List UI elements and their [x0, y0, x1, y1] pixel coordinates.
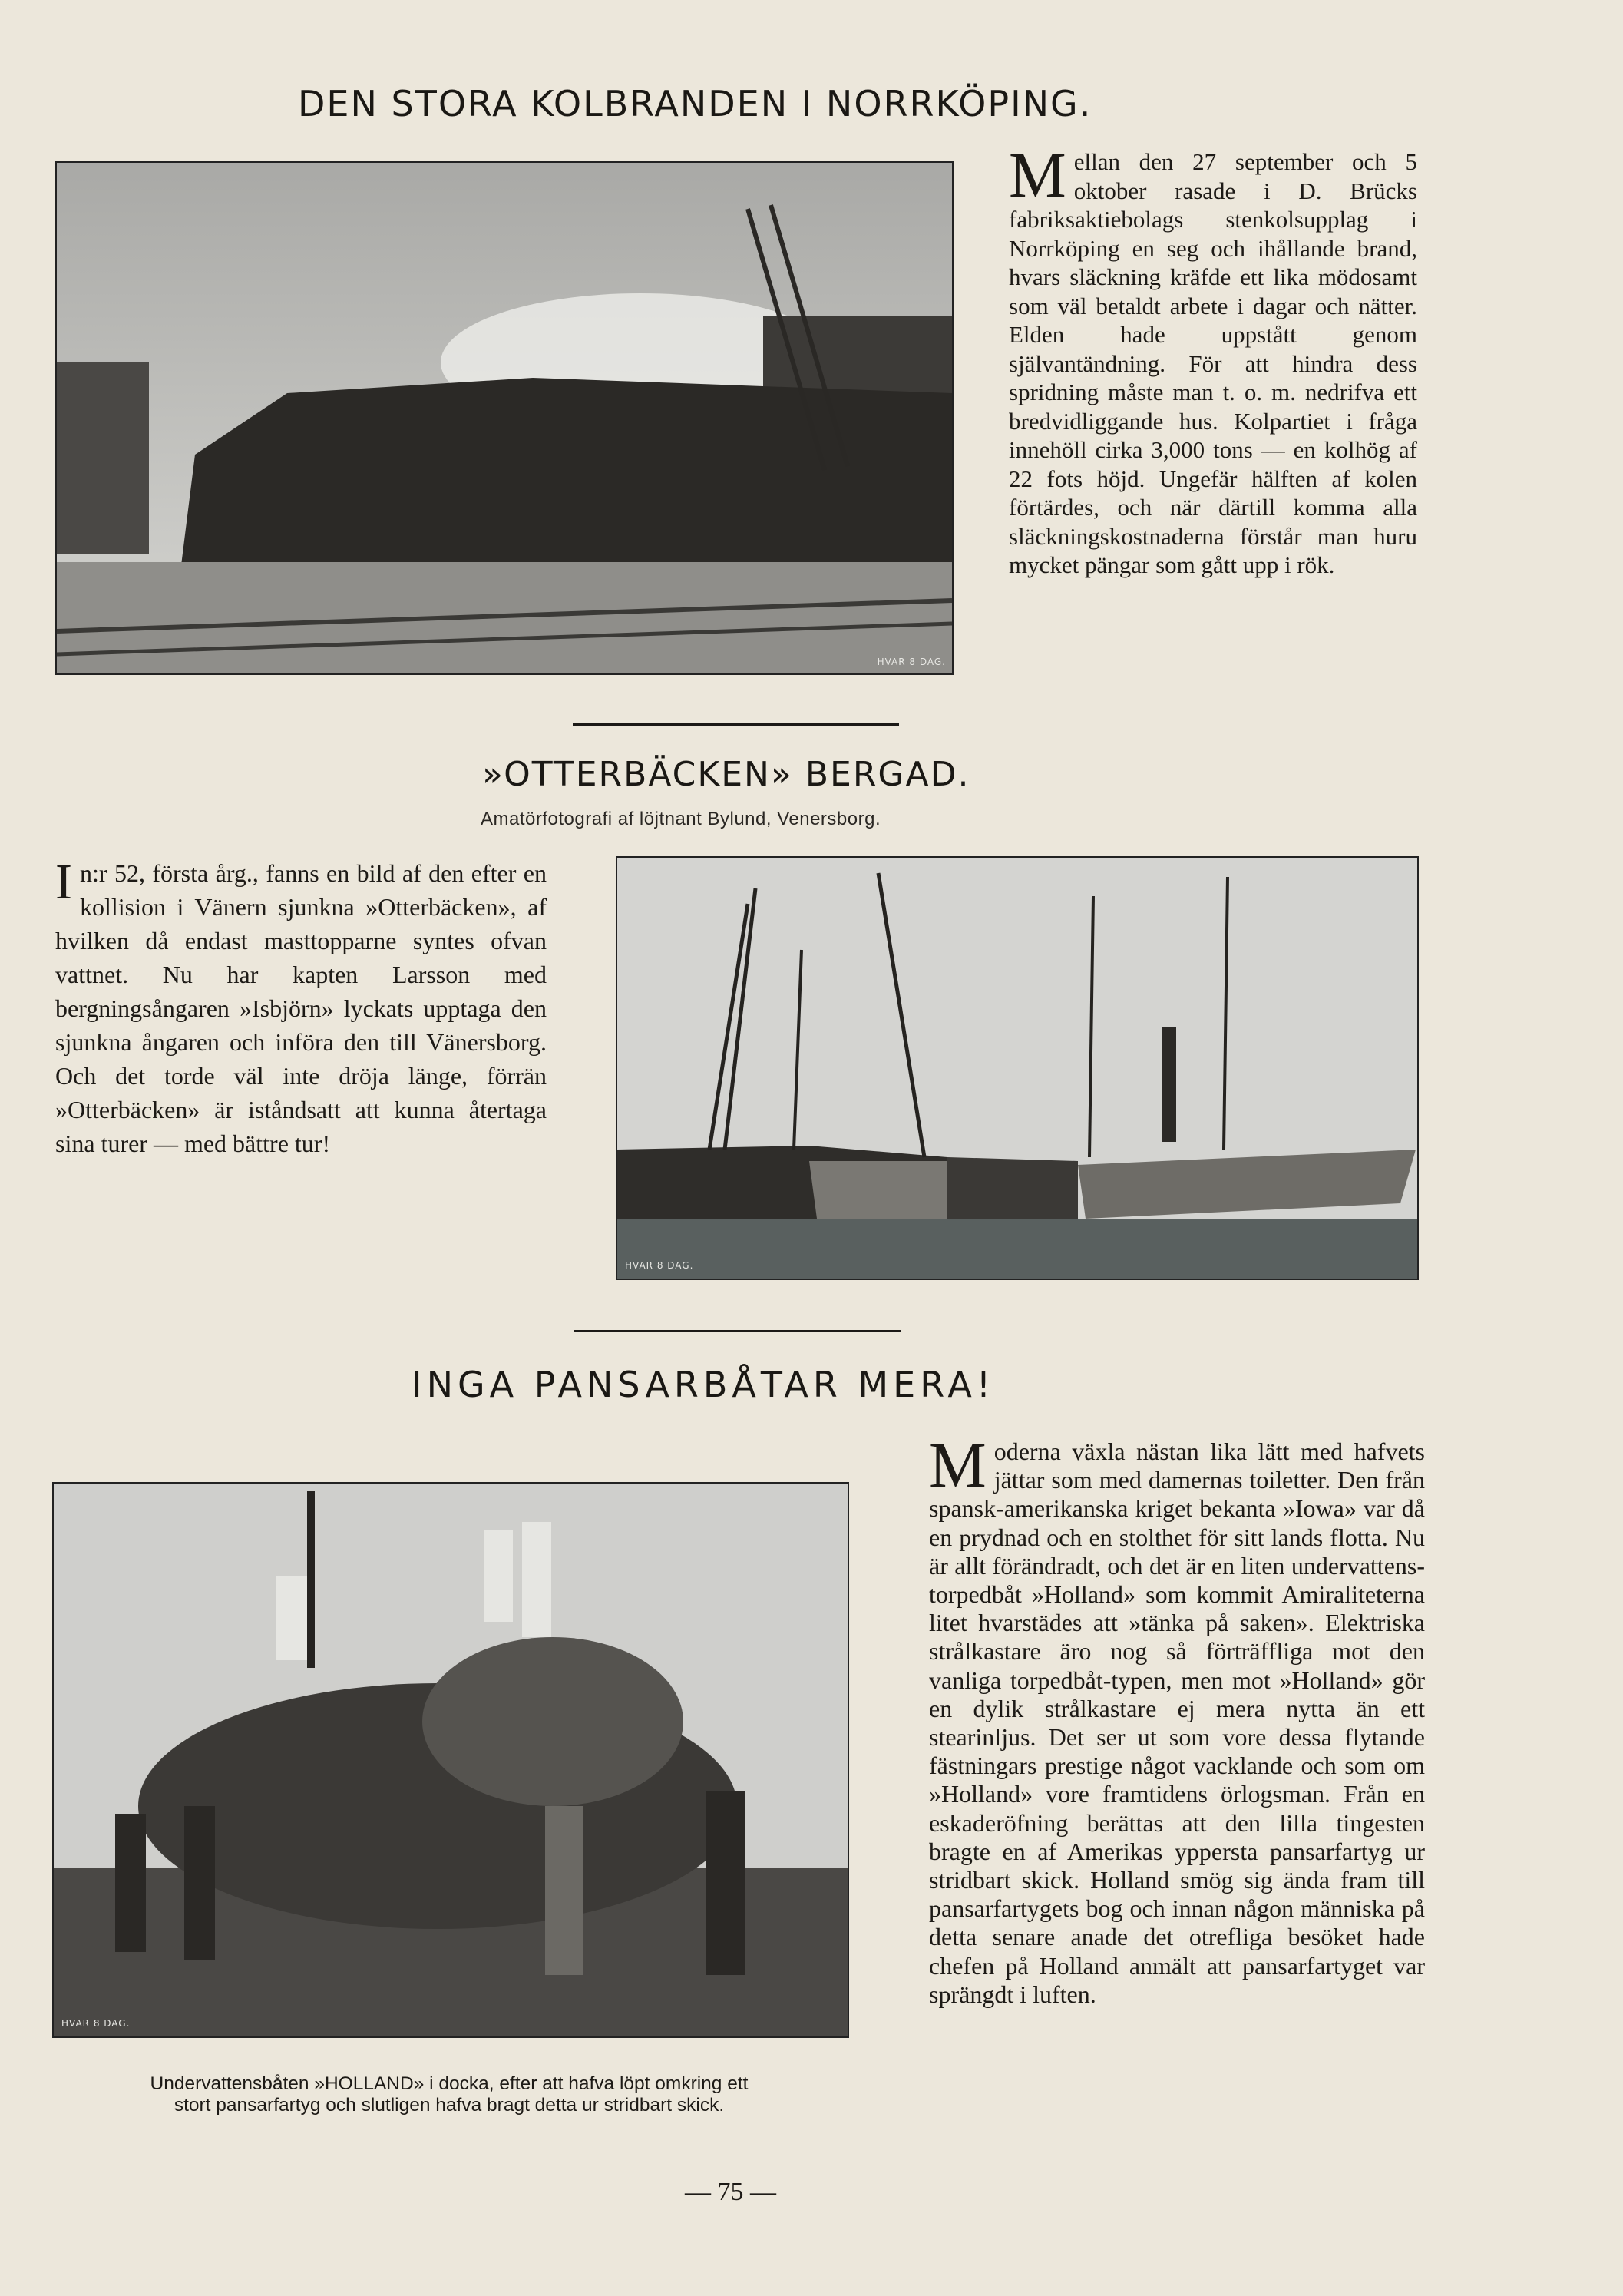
- article1-dropcap: M: [1009, 140, 1066, 211]
- photo-credit-mark: HVAR 8 DAG.: [61, 2018, 131, 2029]
- holland-submarine-photo-art: [54, 1484, 848, 2036]
- coal-fire-photo-art: [57, 163, 952, 673]
- coal-fire-photo: [55, 161, 954, 675]
- otterbacken-photo: [616, 856, 1419, 1280]
- section-divider: [574, 1330, 901, 1332]
- article3-text: oderna växla nästan lika lätt med hafvets jättar som med damernas toiletter. Den från spansk-amerikanska kriget bekanta »Iowa» var då en prydnad och en stolthet för sitt lands flotta. Nu är allt förändradt, och det är en liten undervattens-torpedbåt »Holland» som kommit Amiraliteterna litet hvarstädes att »tänka på saken». Elektriska strålkastare äro nog så förträffliga mot den vanliga torpedbåt-typen, men mot »Holland» gör en dylik strålkastare ej mera nytta än ett stearinljus. Det ser ut som vore dessa flytande fästningars prestige något vacklande och som om »Holland» vore framtidens örlogsman. Från en eskaderöfning berättas att den lilla tingesten bragte en af Amerikas yppersta pansarfartyg ur stridbart skick. Holland smög sig ända fram till pansarfartygets bog och innan någon människa på detta senare anade det otrefliga besöket hade chefen på Holland anmält att pansarfartyget var sprängdt i luften.: [929, 1437, 1425, 2008]
- otterbacken-photo-art: [617, 858, 1417, 1279]
- article2-body: [55, 856, 547, 1160]
- article1-body: [1009, 140, 1417, 580]
- article2-title: »OTTERBÄCKEN» BERGAD.: [482, 755, 970, 794]
- section-divider: [573, 723, 899, 726]
- article1-text: ellan den 27 september och 5 oktober rasade i D. Brücks fabriksaktiebolags stenkolsupplag i Norrköping en seg och ihållande brand, hvars släckning kräfde ett lika mödosamt som väl betaldt arbete i dagar och nätter. Elden hade uppstått genom självantändning. För att hindra dess spridning måste man t. o. m. nedrifva ett bredvidliggande hus. Kolpartiet i fråga innehöll cirka 3,000 tons — en kolhög af 22 fots höjd. Ungefär hälften af kolen förtärdes, och när därtill komma alla släckningskostnaderna förstår man huru mycket pängar som gått upp i rök.: [1009, 148, 1417, 578]
- article1-title: DEN STORA KOLBRANDEN I NORRKÖPING.: [298, 83, 1092, 124]
- article2-dropcap: I: [55, 854, 72, 910]
- holland-submarine-photo: [52, 1482, 849, 2038]
- article2-text: n:r 52, första årg., fanns en bild af den efter en kollision i Vänern sjunkna »Otterbäcken», af hvilken då endast masttopparne syntes ofvan vattnet. Nu har kapten Larsson med bergningsångaren »Isbjörn» lyckats upptaga den sjunkna ångaren och införa den till Vänersborg. Och det torde väl inte dröja länge, förrän »Otterbäcken» är iståndsatt att kunna återtaga sina turer — med bättre tur!: [55, 859, 547, 1157]
- article2-subtitle: Amatörfotografi af löjtnant Bylund, Venersborg.: [481, 809, 881, 829]
- caption-line-2: stort pansarfartyg och slutligen hafva bragt detta ur stridbart skick.: [174, 2095, 725, 2116]
- photo-credit-mark: HVAR 8 DAG.: [877, 657, 946, 667]
- article3-title: INGA PANSARBÅTAR MERA!: [412, 1364, 996, 1405]
- article3-body: [929, 1430, 1425, 2009]
- page-number: — 75 —: [685, 2178, 776, 2206]
- article3-dropcap: M: [929, 1430, 987, 1501]
- photo-credit-mark: HVAR 8 DAG.: [625, 1260, 694, 1271]
- article3-caption: [52, 2073, 846, 2116]
- caption-line-1: Undervattensbåten »HOLLAND» i docka, efter att hafva löpt omkring ett: [150, 2073, 749, 2094]
